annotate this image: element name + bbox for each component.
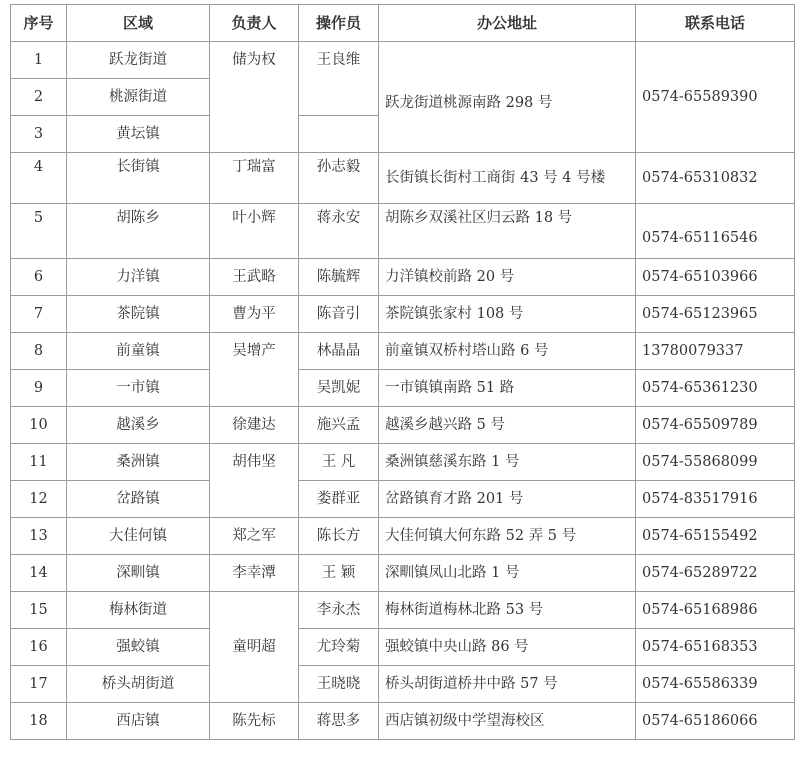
cell-area: 梅林街道 [67, 592, 210, 629]
table-row [11, 296, 795, 333]
header-head: 负责人 [210, 5, 299, 42]
table-row [11, 555, 795, 592]
cell-operator: 施兴孟 [299, 407, 379, 444]
cell-address: 桥头胡街道桥井中路 57 号 [379, 666, 636, 703]
cell-operator: 吴凯妮 [299, 370, 379, 407]
cell-operator: 尤玲菊 [299, 629, 379, 666]
cell-address: 大佳何镇大何东路 52 弄 5 号 [379, 518, 636, 555]
cell-no: 16 [11, 629, 67, 666]
cell-no: 7 [11, 296, 67, 333]
cell-operator: 王良维 [299, 42, 379, 116]
table-row [11, 666, 795, 703]
table-row [11, 333, 795, 370]
table-row [11, 42, 795, 79]
cell-area: 一市镇 [67, 370, 210, 407]
cell-no: 14 [11, 555, 67, 592]
cell-operator: 娄群亚 [299, 481, 379, 518]
table-row [11, 370, 795, 407]
cell-area: 岔路镇 [67, 481, 210, 518]
cell-no: 15 [11, 592, 67, 629]
cell-address: 越溪乡越兴路 5 号 [379, 407, 636, 444]
table-row [11, 259, 795, 296]
cell-operator: 林晶晶 [299, 333, 379, 370]
header-no: 序号 [11, 5, 67, 42]
cell-area: 跃龙街道 [67, 42, 210, 79]
table-row [11, 153, 795, 204]
cell-address: 梅林街道梅林北路 53 号 [379, 592, 636, 629]
cell-head: 丁瑞富 [210, 153, 299, 204]
cell-phone: 0574-65509789 [636, 407, 795, 444]
cell-address: 胡陈乡双溪社区归云路 18 号 [379, 204, 636, 259]
table-row [11, 204, 795, 259]
cell-area: 深甽镇 [67, 555, 210, 592]
cell-phone: 0574-83517916 [636, 481, 795, 518]
cell-area: 西店镇 [67, 703, 210, 740]
cell-phone: 0574-65310832 [636, 153, 795, 204]
cell-no: 6 [11, 259, 67, 296]
cell-phone: 0574-65589390 [636, 42, 795, 153]
cell-no: 5 [11, 204, 67, 259]
contact-table [10, 4, 795, 740]
cell-area: 黄坛镇 [67, 116, 210, 153]
cell-no: 9 [11, 370, 67, 407]
cell-address: 茶院镇张家村 108 号 [379, 296, 636, 333]
cell-area: 桃源街道 [67, 79, 210, 116]
header-operator: 操作员 [299, 5, 379, 42]
cell-no: 1 [11, 42, 67, 79]
cell-address: 一市镇镇南路 51 路 [379, 370, 636, 407]
cell-phone: 0574-65186066 [636, 703, 795, 740]
cell-no: 3 [11, 116, 67, 153]
cell-area: 越溪乡 [67, 407, 210, 444]
table-row [11, 407, 795, 444]
cell-no: 4 [11, 153, 67, 204]
cell-operator: 陈毓辉 [299, 259, 379, 296]
cell-phone: 0574-65155492 [636, 518, 795, 555]
cell-phone: 0574-65103966 [636, 259, 795, 296]
cell-area: 前童镇 [67, 333, 210, 370]
cell-no: 12 [11, 481, 67, 518]
table-row [11, 518, 795, 555]
cell-phone: 0574-65168353 [636, 629, 795, 666]
cell-phone: 0574-65168986 [636, 592, 795, 629]
table-row [11, 592, 795, 629]
header-address: 办公地址 [379, 5, 636, 42]
cell-head: 叶小辉 [210, 204, 299, 259]
cell-address: 跃龙街道桃源南路 298 号 [379, 42, 636, 153]
cell-no: 17 [11, 666, 67, 703]
cell-address: 长街镇长街村工商街 43 号 4 号楼 [379, 153, 636, 204]
cell-operator: 蒋思多 [299, 703, 379, 740]
cell-head: 李幸潭 [210, 555, 299, 592]
cell-area: 胡陈乡 [67, 204, 210, 259]
cell-phone: 0574-65123965 [636, 296, 795, 333]
cell-head: 王武略 [210, 259, 299, 296]
cell-operator: 王晓晓 [299, 666, 379, 703]
cell-no: 2 [11, 79, 67, 116]
cell-operator: 王 凡 [299, 444, 379, 481]
cell-head: 陈先标 [210, 703, 299, 740]
cell-phone: 0574-55868099 [636, 444, 795, 481]
cell-phone: 0574-65361230 [636, 370, 795, 407]
cell-no: 10 [11, 407, 67, 444]
cell-head: 吴增产 [210, 333, 299, 407]
cell-phone: 0574-65586339 [636, 666, 795, 703]
cell-address: 桑洲镇慈溪东路 1 号 [379, 444, 636, 481]
cell-area: 长街镇 [67, 153, 210, 204]
cell-area: 大佳何镇 [67, 518, 210, 555]
cell-phone: 0574-65289722 [636, 555, 795, 592]
cell-address: 力洋镇校前路 20 号 [379, 259, 636, 296]
cell-area: 茶院镇 [67, 296, 210, 333]
cell-phone: 0574-65116546 [636, 204, 795, 259]
cell-no: 13 [11, 518, 67, 555]
cell-address: 强蛟镇中央山路 86 号 [379, 629, 636, 666]
cell-address: 岔路镇育才路 201 号 [379, 481, 636, 518]
table-row [11, 703, 795, 740]
cell-operator: 陈长方 [299, 518, 379, 555]
cell-area: 桑洲镇 [67, 444, 210, 481]
cell-head: 胡伟坚 [210, 444, 299, 518]
cell-head: 储为权 [210, 42, 299, 153]
cell-address: 深甽镇凤山北路 1 号 [379, 555, 636, 592]
cell-operator: 王 颖 [299, 555, 379, 592]
cell-operator: 孙志毅 [299, 153, 379, 204]
table-row [11, 481, 795, 518]
cell-head: 童明超 [210, 592, 299, 703]
cell-operator-empty [299, 116, 379, 153]
cell-operator: 蒋永安 [299, 204, 379, 259]
cell-no: 11 [11, 444, 67, 481]
cell-area: 强蛟镇 [67, 629, 210, 666]
cell-area: 桥头胡街道 [67, 666, 210, 703]
cell-area: 力洋镇 [67, 259, 210, 296]
cell-head: 徐建达 [210, 407, 299, 444]
header-phone: 联系电话 [636, 5, 795, 42]
cell-address: 前童镇双桥村塔山路 6 号 [379, 333, 636, 370]
cell-head: 郑之军 [210, 518, 299, 555]
cell-no: 8 [11, 333, 67, 370]
cell-operator: 李永杰 [299, 592, 379, 629]
table-row [11, 444, 795, 481]
cell-no: 18 [11, 703, 67, 740]
cell-head: 曹为平 [210, 296, 299, 333]
cell-phone: 13780079337 [636, 333, 795, 370]
table-header-row [11, 5, 795, 42]
cell-operator: 陈音引 [299, 296, 379, 333]
cell-address: 西店镇初级中学望海校区 [379, 703, 636, 740]
header-area: 区域 [67, 5, 210, 42]
table-row [11, 629, 795, 666]
